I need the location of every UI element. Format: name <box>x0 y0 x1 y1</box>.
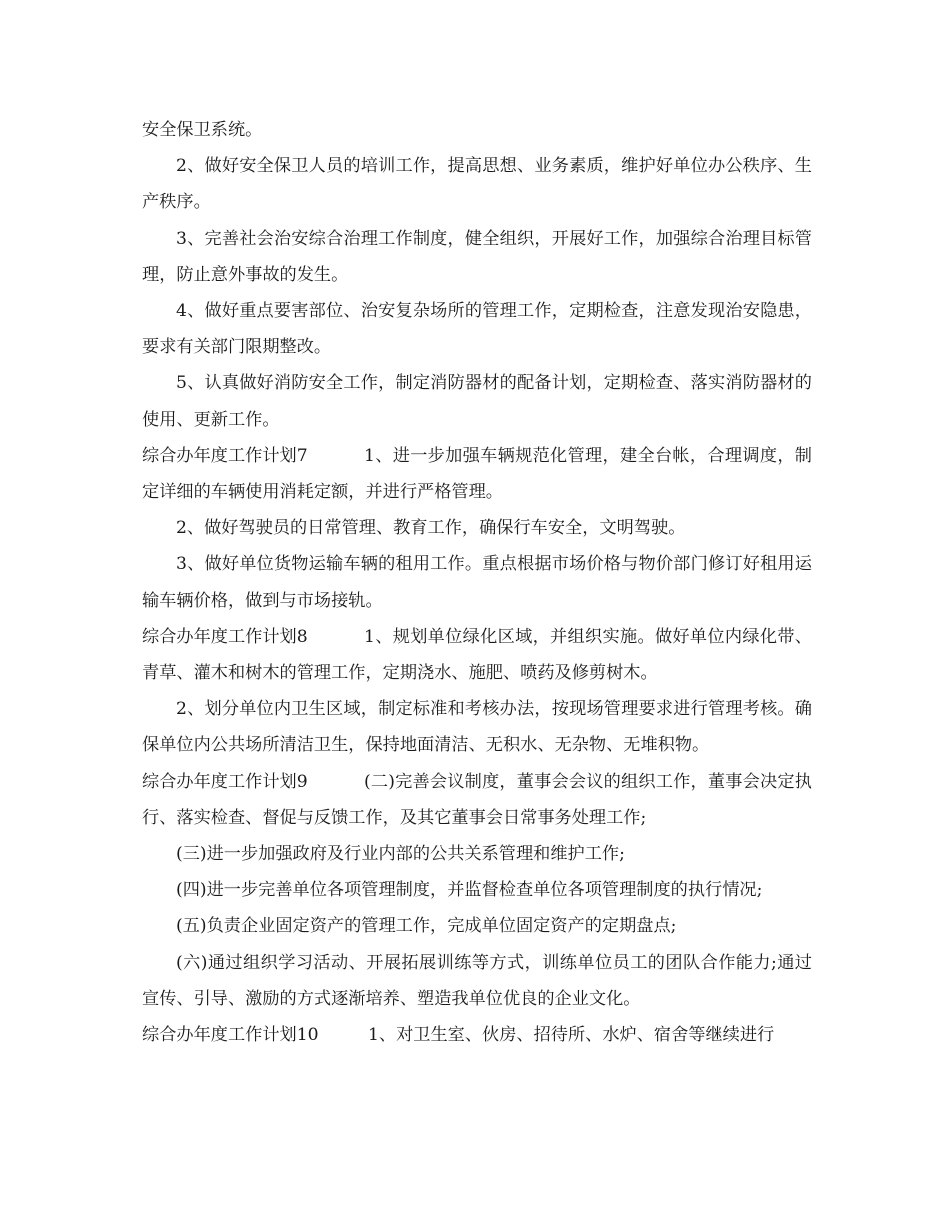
section-paragraph <box>142 619 812 691</box>
paragraph-text: 5、认真做好消防安全工作，制定消防器材的配备计划，定期检查、落实消防器材的使用、更新工作。 <box>142 373 812 430</box>
paragraph <box>142 365 812 437</box>
paragraph-text: (三)进一步加强政府及行业内部的公共关系管理和维护工作; <box>176 844 625 865</box>
paragraph-text: 1、对卫生室、伙房、招待所、水炉、宿舍等继续进行 <box>368 1025 775 1046</box>
document-body <box>142 112 812 1053</box>
paragraph-text: 3、完善社会治安综合治理工作制度，健全组织，开展好工作，加强综合治理目标管理，防止意外事故的发生。 <box>142 228 812 285</box>
section-heading: 综合办年度工作计划7 <box>142 445 308 466</box>
paragraph <box>142 148 812 220</box>
paragraph <box>142 510 812 546</box>
paragraph <box>142 112 812 148</box>
paragraph <box>142 293 812 365</box>
paragraph-text: 2、做好驾驶员的日常管理、教育工作，确保行车安全，文明驾驶。 <box>176 518 686 539</box>
section-heading: 综合办年度工作计划10 <box>142 1025 319 1046</box>
paragraph-text: (二)完善会议制度，董事会会议的组织工作，董事会决定执行、落实检查、督促与反馈工作，及其它董事会日常事务处理工作; <box>142 771 812 828</box>
paragraph-text: 3、做好单位货物运输车辆的租用工作。重点根据市场价格与物价部门修订好租用运输车辆价格，做到与市场接轨。 <box>142 554 812 611</box>
paragraph-text: 4、做好重点要害部位、治安复杂场所的管理工作，定期检查，注意发现治安隐患，要求有关部门限期整改。 <box>142 301 812 358</box>
section-paragraph <box>142 1017 812 1053</box>
section-heading: 综合办年度工作计划9 <box>142 771 308 792</box>
section-paragraph <box>142 764 812 836</box>
paragraph <box>142 691 812 763</box>
paragraph <box>142 945 812 1017</box>
paragraph-text: 1、规划单位绿化区域，并组织实施。做好单位内绿化带、青草、灌木和树木的管理工作，定期浇水、施肥、喷药及修剪树木。 <box>142 626 812 684</box>
section-heading: 综合办年度工作计划8 <box>142 626 308 647</box>
paragraph <box>142 908 812 944</box>
paragraph-text: 2、做好安全保卫人员的培训工作，提高思想、业务素质，维护好单位办公秩序、生产秩序。 <box>142 156 812 213</box>
paragraph <box>142 872 812 908</box>
paragraph-text: 1、进一步加强车辆规范化管理，建全台帐，合理调度，制定详细的车辆使用消耗定额，并进行严格管理。 <box>142 445 812 503</box>
paragraph-text: 安全保卫系统。 <box>142 120 263 140</box>
paragraph <box>142 546 812 618</box>
paragraph-text: (四)进一步完善单位各项管理制度，并监督检查单位各项管理制度的执行情况; <box>176 880 763 901</box>
paragraph <box>142 836 812 872</box>
section-paragraph <box>142 438 812 510</box>
paragraph <box>142 221 812 293</box>
paragraph-text: 2、划分单位内卫生区域，制定标准和考核办法，按现场管理要求进行管理考核。确保单位内公共场所清洁卫生，保持地面清洁、无积水、无杂物、无堆积物。 <box>142 699 812 756</box>
paragraph-text: (五)负责企业固定资产的管理工作，完成单位固定资产的定期盘点; <box>176 916 677 937</box>
paragraph-text: (六)通过组织学习活动、开展拓展训练等方式，训练单位员工的团队合作能力;通过宣传、引导、激励的方式逐渐培养、塑造我单位优良的企业文化。 <box>142 952 812 1009</box>
